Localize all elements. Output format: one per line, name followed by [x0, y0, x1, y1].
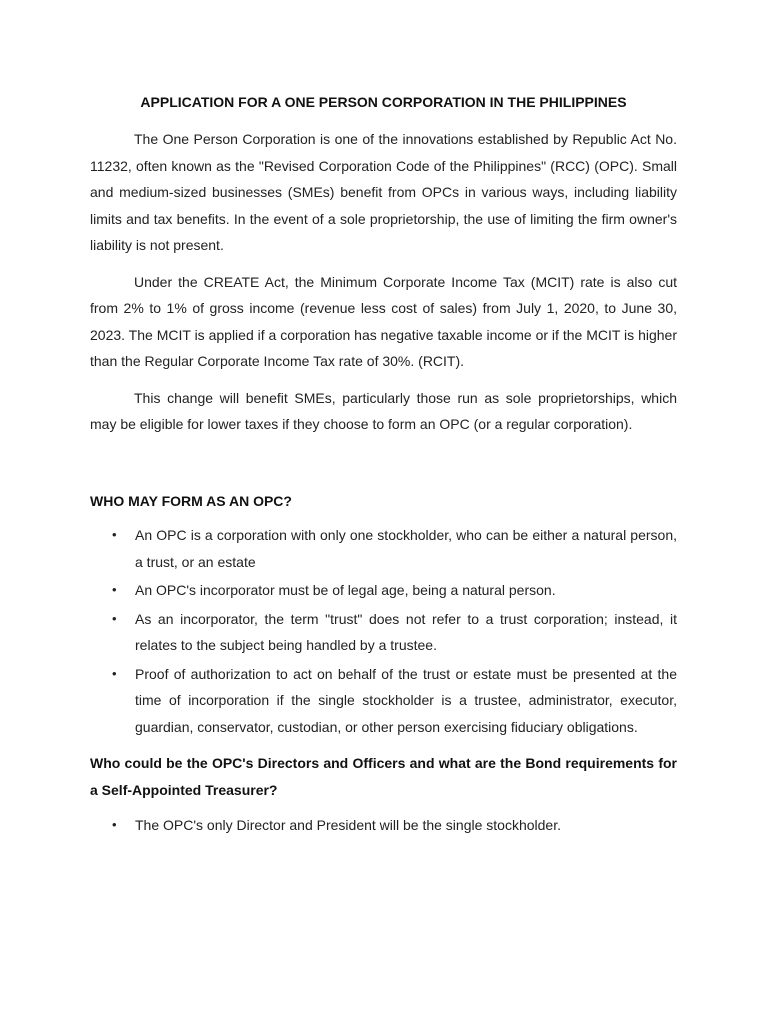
document-title: APPLICATION FOR A ONE PERSON CORPORATION IN THE PHILIPPINES [140, 94, 627, 110]
bullet-icon: • [112, 582, 117, 597]
section-heading-directors-officers: Who could be the OPC's Directors and Officers and what are the Bond requirements for a Self-Appointed Treasurer? [90, 755, 677, 798]
list-item [90, 606, 677, 659]
list-item [90, 577, 677, 604]
bullet-list-directors-officers [90, 812, 677, 839]
list-item-text: As an incorporator, the term "trust" does not refer to a trust corporation; instead, it relates to the subject being handled by a trustee. [135, 610, 677, 653]
bullet-list-who-may-form [90, 522, 677, 740]
document-page [90, 92, 677, 841]
bullet-icon: • [112, 817, 117, 832]
section-heading-who-may-form: WHO MAY FORM AS AN OPC? [90, 492, 292, 509]
list-item-text: An OPC is a corporation with only one stockholder, who can be either a natural person, a trust, or an estate [135, 527, 677, 570]
intro-paragraph: Under the CREATE Act, the Minimum Corporate Income Tax (MCIT) rate is also cut from 2% to 1% of gross income (revenue less cost of sales) from July 1, 2020, to June 30, 2023. The MCIT is applied if a corporation has negative taxable income or if the MCIT is higher than the Regular Corporate Income Tax rate of 30%. (RCIT). [90, 273, 677, 369]
list-item [90, 812, 677, 839]
list-item [90, 661, 677, 741]
list-item [90, 522, 677, 575]
intro-paragraph: The One Person Corporation is one of the innovations established by Republic Act No. 11232, often known as the "Revised Corporation Code of the Philippines" (RCC) (OPC). Small and medium-sized businesses (SMEs) benefit from OPCs in various ways, including liability limits and tax benefits. In the event of a sole proprietorship, the use of limiting the firm owner's liability is not present. [90, 131, 677, 253]
list-item-text: Proof of authorization to act on behalf of the trust or estate must be presented at the time of incorporation if the single stockholder is a trustee, administrator, executor, guardian, conservator, custodian, or other person exercising fiduciary obligations. [135, 665, 677, 735]
list-item-text: An OPC's incorporator must be of legal age, being a natural person. [135, 582, 556, 598]
list-item-text: The OPC's only Director and President will be the single stockholder. [135, 817, 561, 833]
intro-paragraph: This change will benefit SMEs, particularly those run as sole proprietorships, which may be eligible for lower taxes if they choose to form an OPC (or a regular corporation). [90, 389, 677, 432]
bullet-icon: • [112, 665, 117, 681]
bullet-icon: • [112, 527, 117, 542]
bullet-icon: • [112, 610, 117, 626]
